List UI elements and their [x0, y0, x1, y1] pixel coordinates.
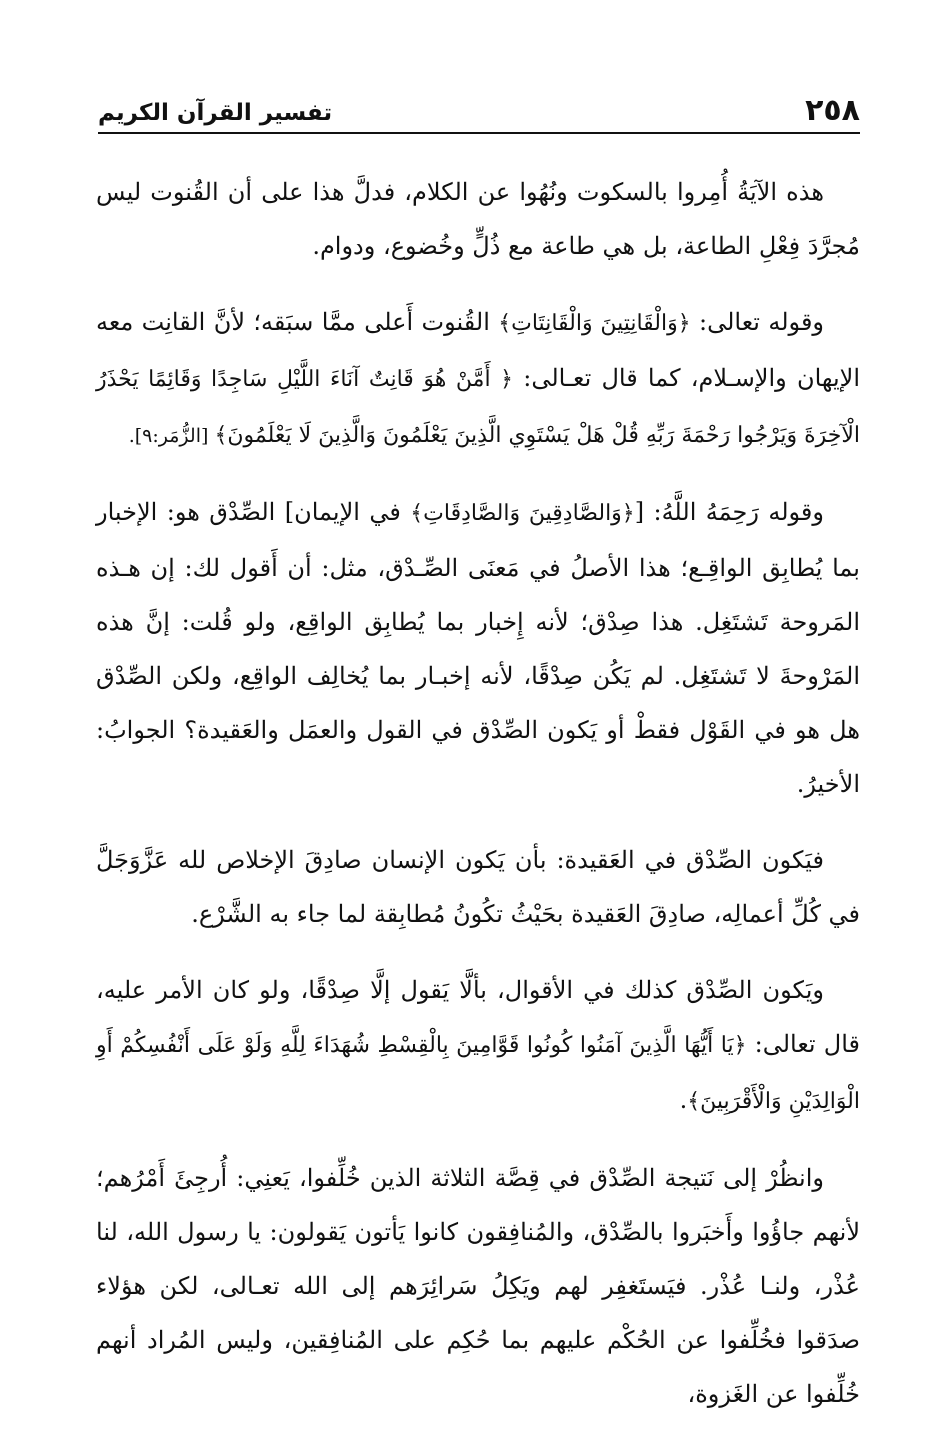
- paragraph-text: القُنوت أَعلى ممَّا سبَقه؛ لأنَّ القانِت معه الإيهان والإسـلام، كما قال تعـالى:: [96, 308, 861, 392]
- paragraph-text: وانظُرْ إلى نَتيجة الصِّدْق في قِصَّة الثلاثة الذين خُلِّفوا، يَعنِي: أُرجِئَ أَمْرُهم؛ لأنهم جاؤُوا وأَخبَروا بالصِّدْق، والمُنافِقون كانوا يَأتون يَقولون: يا رسول الله، لنا عُذْر، ولنـا عُذْر. فيَستَغفِر لهم ويَكِلُ سَرائِرَهم إلى الله تعـالى، لكن هؤلاء صدَقوا فخُلِّفوا عن الحُكْم عليهم بما حُكِم على المُنافِقين، وليس المُراد أنهم خُلِّفوا عن الغَزوة،: [96, 1164, 860, 1408]
- paragraph: [96, 833, 860, 941]
- paragraph: [96, 165, 860, 273]
- paragraph-text: هذه الآيَةُ أُمِروا بالسكوت ونُهُوا عن الكلام، فدلَّ هذا على أن القُنوت ليس مُجرَّدَ فِعْلِ الطاعة، بل هي طاعة مع ذُلٍّ وخُضوع، ودوام.: [96, 178, 860, 260]
- page-header: [98, 88, 860, 134]
- quran-verse: ﴿يَا أَيُّهَا الَّذِينَ آمَنُوا كُونُوا قَوَّامِينَ بِالْقِسْطِ شُهَدَاءَ لِلَّهِ وَلَوْ عَلَى أَنْفُسِكُمْ أَوِ الْوَالِدَيْنِ وَالْأَقْرَبِينَ﴾: [96, 1033, 860, 1114]
- paragraph-text: .: [679, 1086, 688, 1114]
- quran-verse: ﴿ أَمَّنْ هُوَ قَانِتٌ آنَاءَ اللَّيْلِ سَاجِدًا وَقَائِمًا يَحْذَرُ الْآخِرَةَ وَيَرْجُوا رَحْمَةَ رَبِّهِ قُلْ هَلْ يَسْتَوِي الَّذِينَ يَعْلَمُونَ وَالَّذِينَ لَا يَعْلَمُونَ﴾: [96, 367, 860, 448]
- paragraph-text: وقوله رَحِمَهُ اللَّهُ: [: [634, 498, 824, 526]
- quran-verse: ﴿وَالْقَانِتِينَ وَالْقَانِتَاتِ﴾: [498, 311, 691, 336]
- paragraph: [96, 485, 860, 811]
- paragraph-text: ويَكون الصِّدْق كذلك في الأقوال، بألَّا يَقول إلَّا صِدْقًا، ولو كان الأمر عليه، قال تعالى:: [96, 976, 860, 1058]
- paragraph-text: فيَكون الصِّدْق في العَقيدة: بأن يَكون الإنسان صادِقَ الإخلاص لله عَزَّوَجَلَّ في كُلِّ أعمالِه، صادِقَ العَقيدة بحَيْثُ تكُونُ مُطابِقة لما جاء به الشَّرْع.: [96, 846, 860, 928]
- paragraph-text: في الإيمان] الصِّدْق هو: الإخبار بما يُطابِق الواقِـع؛ هذا الأصلُ في مَعنَى الصِّـدْق، مثل: أن أَقول لك: إن هـذه المَروحة تَشتَغِل. هذا صِدْق؛ لأنه إِخبار بما يُطابِق الواقِع، ولو قُلت: إنَّ هذه المَرْوحةَ لا تَشتَغِل. لم يَكُن صِدْقًا، لأنه إخبـار بما يُخالِف الواقِع، ولكن الصِّدْق هل هو في القَوْل فقطْ أو يَكون الصِّدْق في القول والعمَل والعَقيدة؟ الجوابُ: الأخيرُ.: [96, 498, 860, 798]
- paragraph-text: وقوله تعالى:: [690, 308, 825, 336]
- quran-verse: ﴿وَالصَّادِقِينَ وَالصَّادِقَاتِ﴾: [410, 501, 635, 526]
- book-title: تفسير القرآن الكريم: [98, 100, 333, 126]
- paragraph: [96, 1151, 860, 1421]
- verse-reference: [الزُّمَر:٩].: [128, 425, 215, 447]
- paragraph: [96, 963, 860, 1129]
- page-number: ٢٥٨: [805, 93, 860, 128]
- paragraph: [96, 295, 860, 463]
- page-body: [96, 165, 860, 1443]
